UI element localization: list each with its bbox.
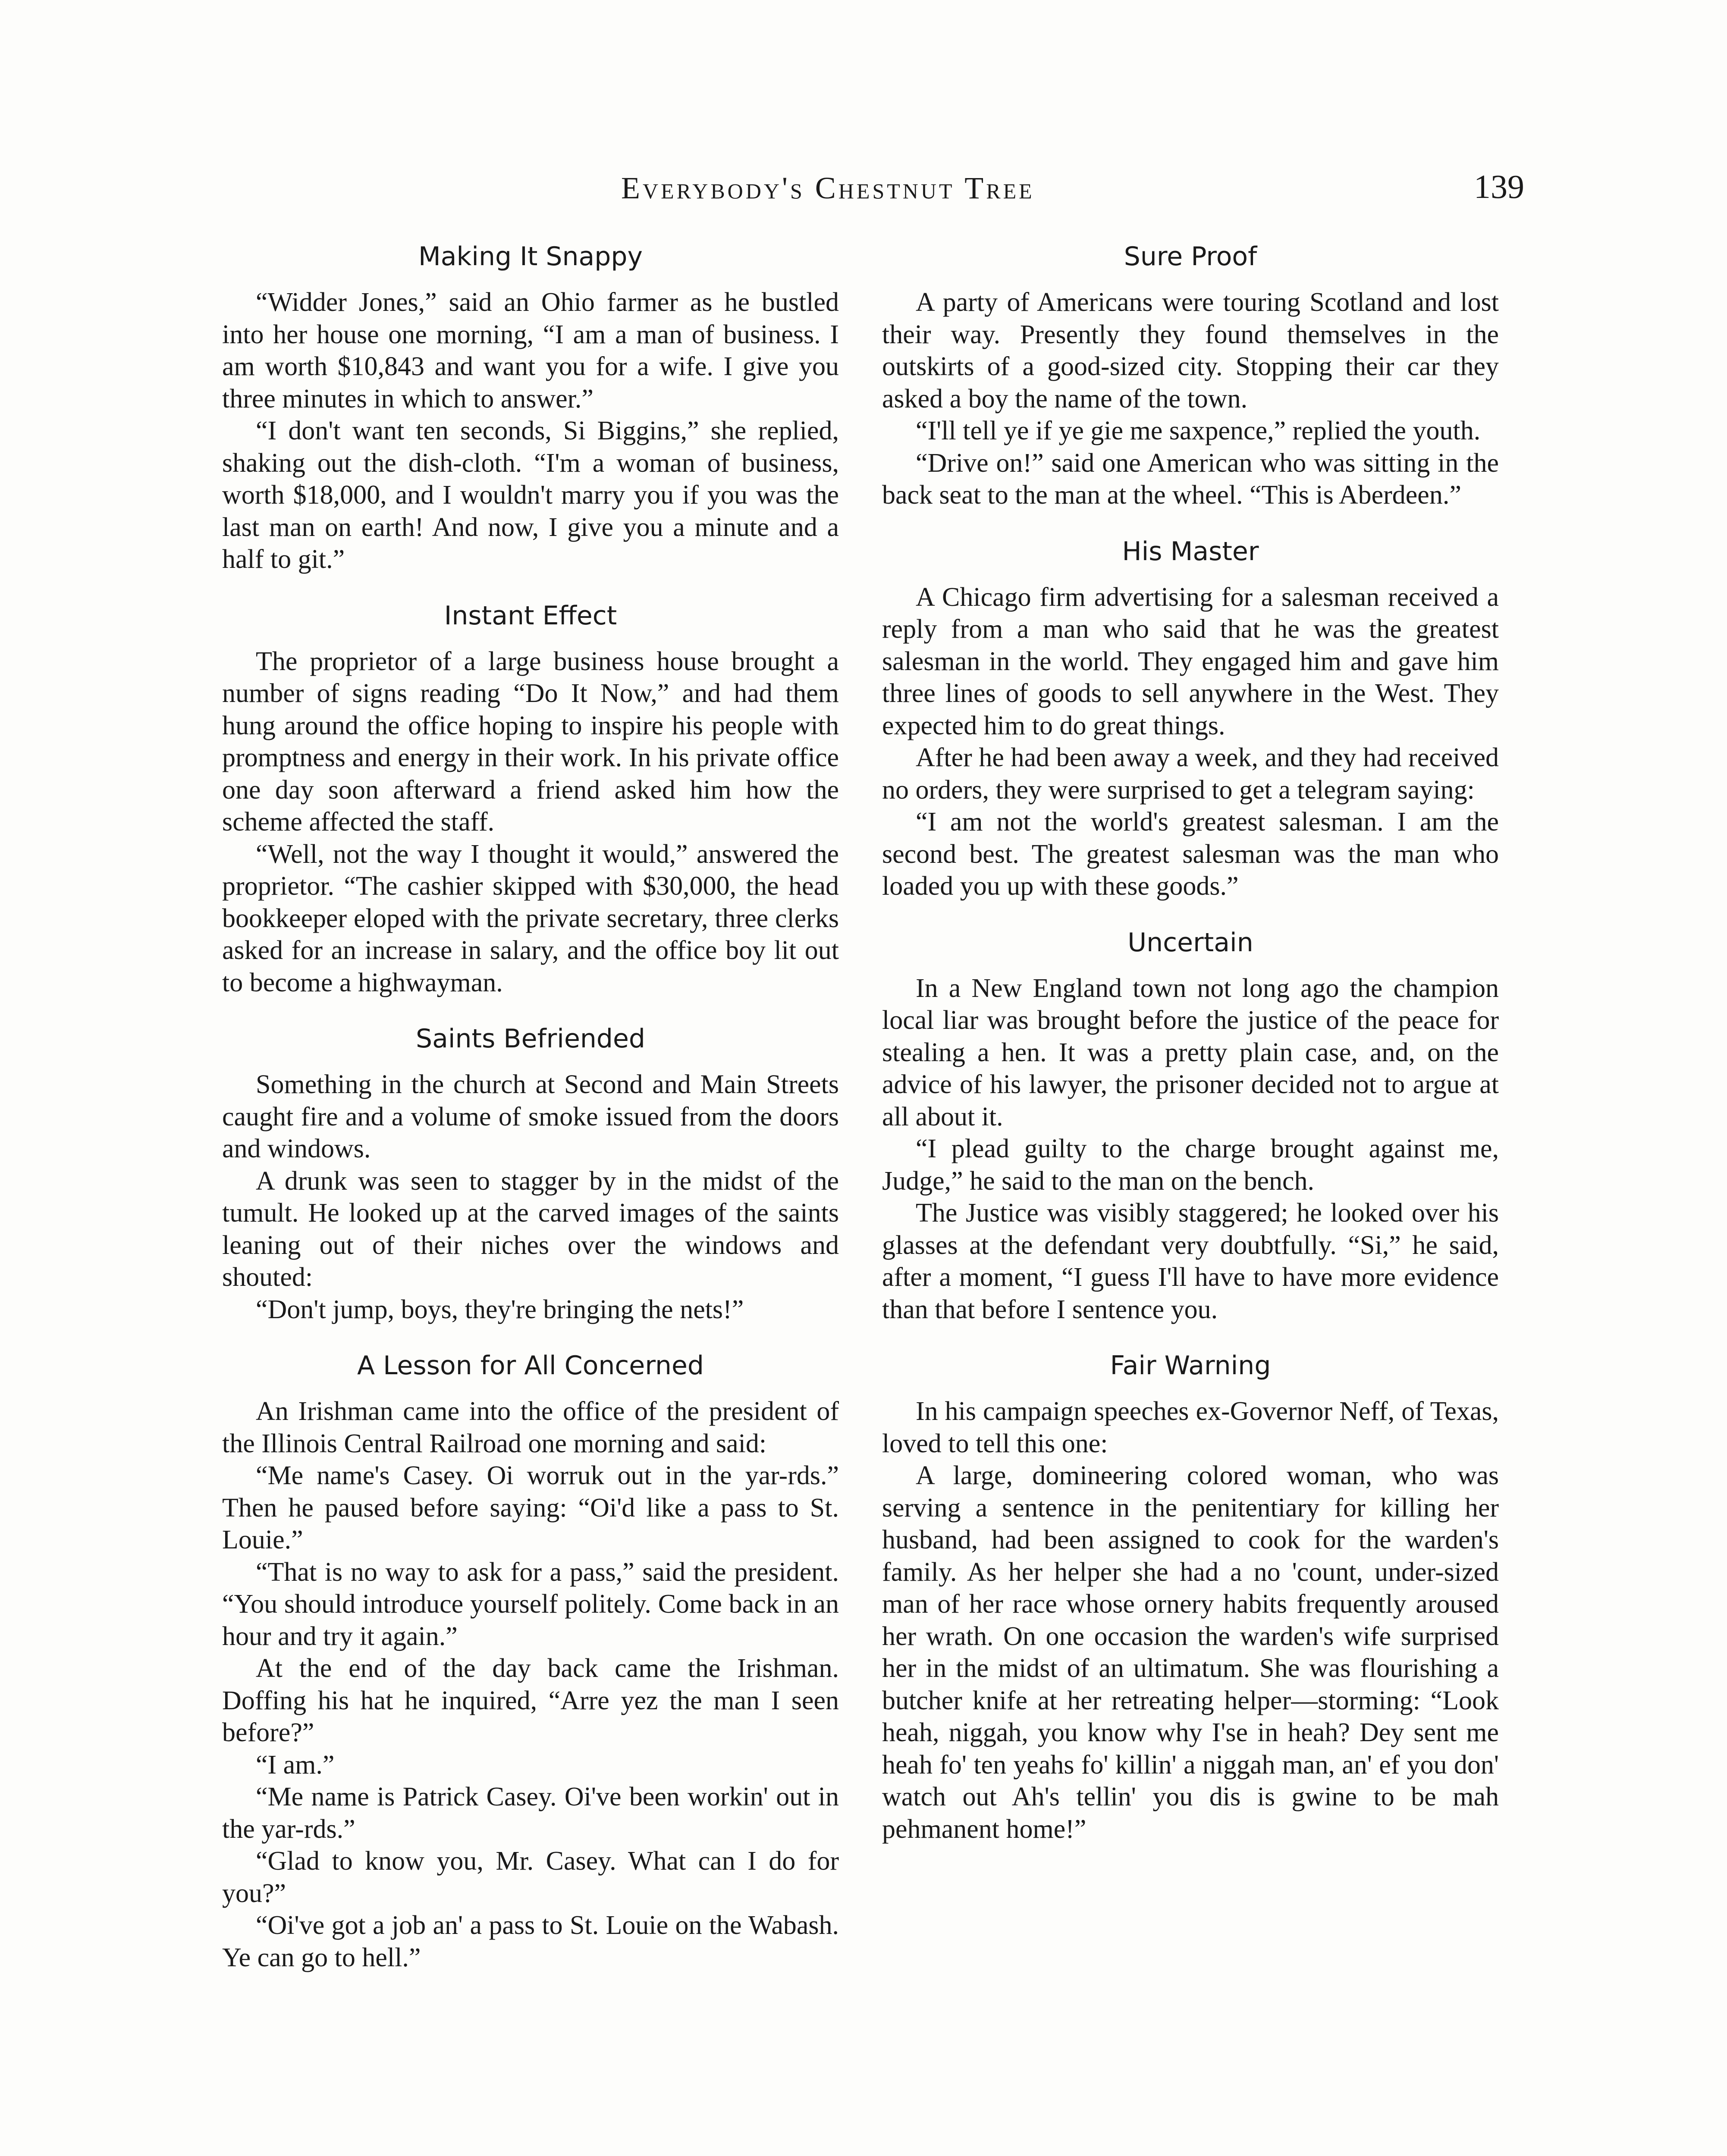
story-paragraph: A Chicago firm advertising for a salesman received a reply from a man who said that he was the greatest salesman in the world. They engaged him and gave him three lines of goods to sell anywhere in the West. They expected him to do great things.	[882, 582, 1499, 740]
story-title: Saints Befriended	[416, 1024, 645, 1054]
story-instant-effect	[222, 601, 839, 999]
story-paragraph: The proprietor of a large business house brought a number of signs reading “Do It Now,” and had them hung around the office hoping to inspire his people with promptness and energy in their work. In his private office one day soon afterward a friend asked him how the scheme affected the staff.	[222, 646, 839, 837]
right-column	[882, 241, 1499, 1870]
story-paragraph: Something in the church at Second and Main Streets caught fire and a volume of smoke issued from the doors and windows.	[222, 1070, 839, 1163]
left-column	[222, 241, 839, 1999]
story-title: His Master	[1122, 536, 1259, 567]
story-paragraph: At the end of the day back came the Irishman. Doffing his hat he inquired, “Arre yez the man I seen before?”	[222, 1654, 839, 1747]
story-a-lesson-for-all-concerned	[222, 1351, 839, 1974]
story-paragraph: “That is no way to ask for a pass,” said the president. “You should introduce yourself politely. Come back in an hour and try it again.”	[222, 1557, 839, 1651]
story-paragraph: In a New England town not long ago the champion local liar was brought before the justice of the peace for stealing a hen. It was a pretty plain case, and, on the advice of his lawyer, the prisoner decided not to argue at all about it.	[882, 973, 1499, 1131]
story-paragraph: “I plead guilty to the charge brought against me, Judge,” he said to the man on the bench.	[882, 1134, 1499, 1196]
story-paragraph: “Glad to know you, Mr. Casey. What can I do for you?”	[222, 1846, 839, 1908]
story-paragraph: “Me name's Casey. Oi worruk out in the yar-rds.” Then he paused before saying: “Oi'd like a pass to St. Louie.”	[222, 1461, 839, 1554]
story-paragraph: “I'll tell ye if ye gie me saxpence,” replied the youth.	[916, 416, 1481, 445]
story-saints-befriended	[222, 1024, 839, 1326]
story-his-master	[882, 536, 1499, 903]
story-paragraph: “Drive on!” said one American who was sitting in the back seat to the man at the wheel. “This is Aberdeen.”	[882, 448, 1499, 510]
story-paragraph: In his campaign speeches ex-Governor Neff, of Texas, loved to tell this one:	[882, 1397, 1499, 1458]
running-head-title: Everybody's Chestnut Tree	[621, 171, 1035, 205]
story-paragraph: “I am not the world's greatest salesman. I am the second best. The greatest salesman was the man who loaded you up with these goods.”	[882, 807, 1499, 901]
story-fair-warning	[882, 1351, 1499, 1845]
story-paragraph: The Justice was visibly staggered; he looked over his glasses at the defendant very doubtfully. “Si,” he said, after a moment, “I guess I'll have to have more evidence than that before I sentence you.	[882, 1198, 1499, 1324]
story-uncertain	[882, 928, 1499, 1326]
story-title: A Lesson for All Concerned	[357, 1351, 704, 1381]
story-paragraph: “I am.”	[256, 1750, 335, 1780]
story-title: Sure Proof	[1124, 241, 1257, 272]
story-paragraph: “I don't want ten seconds, Si Biggins,” she replied, shaking out the dish-cloth. “I'm a woman of business, worth $18,000, and I wouldn't marry you if you was the last man on earth! And now, I give you a minute and a half to git.”	[222, 416, 839, 574]
story-paragraph: “Me name is Patrick Casey. Oi've been workin' out in the yar-rds.”	[222, 1782, 839, 1844]
page-number: 139	[1474, 168, 1524, 205]
story-title: Making It Snappy	[418, 241, 643, 272]
story-title: Fair Warning	[1110, 1351, 1271, 1381]
story-title: Uncertain	[1127, 927, 1253, 958]
story-paragraph: A party of Americans were touring Scotland and lost their way. Presently they found themselves in the outskirts of a good-sized city. Stopping their car they asked a boy the name of the town.	[882, 288, 1499, 414]
story-title: Instant Effect	[444, 600, 617, 631]
story-paragraph: An Irishman came into the office of the president of the Illinois Central Railroad one morning and said:	[222, 1397, 839, 1458]
story-sure-proof	[882, 241, 1499, 511]
story-paragraph: A large, domineering colored woman, who was serving a sentence in the penitentiary for killing her husband, had been assigned to cook for the warden's family. As her helper she had a no 'count, under-sized man of her race whose ornery habits frequently aroused her wrath. On one occasion the warden's wife surprised her in the midst of an ultimatum. She was flourishing a butcher knife at her retreating helper—storming: “Look heah, niggah, you know why I'se in heah? Dey sent me heah fo' ten yeahs fo' killin' a niggah man, an' ef you don' watch out Ah's tellin' you dis is gwine to be mah pehmanent home!”	[882, 1461, 1499, 1844]
story-paragraph: “Widder Jones,” said an Ohio farmer as he bustled into her house one morning, “I am a man of business. I am worth $10,843 and want you for a wife. I give you three minutes in which to answer.”	[222, 288, 839, 414]
story-paragraph: A drunk was seen to stagger by in the midst of the tumult. He looked up at the carved images of the saints leaning out of their niches over the windows and shouted:	[222, 1166, 839, 1292]
story-paragraph: “Don't jump, boys, they're bringing the nets!”	[256, 1294, 744, 1324]
story-paragraph: After he had been away a week, and they had received no orders, they were surprised to get a telegram saying:	[882, 743, 1499, 805]
story-making-it-snappy	[222, 241, 839, 576]
story-paragraph: “Oi've got a job an' a pass to St. Louie on the Wabash. Ye can go to hell.”	[222, 1911, 839, 1972]
story-paragraph: “Well, not the way I thought it would,” answered the proprietor. “The cashier skipped with $30,000, the head bookkeeper eloped with the private secretary, three clerks asked for an increase in salary, and the office boy lit out to become a highwayman.	[222, 839, 839, 997]
